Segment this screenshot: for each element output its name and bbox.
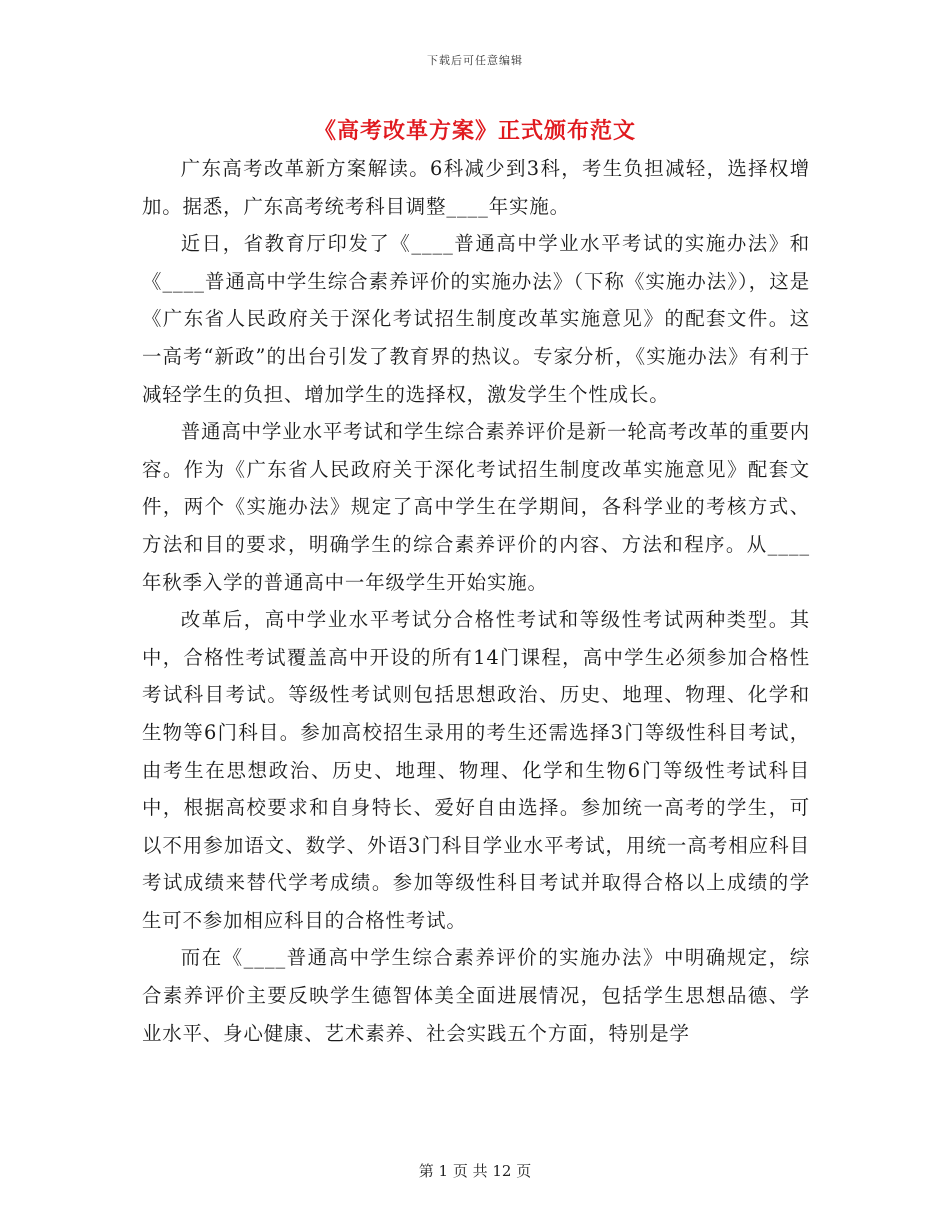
page-header-note: 下载后可任意编辑 [427, 54, 523, 67]
paragraph: 而在《____普通高中学生综合素养评价的实施办法》中明确规定，综合素养评价主要反映学生德智体美全面进展情况，包括学生思想品德、学业水平、身心健康、艺术素养、社会实践五个方面，特别是学 [142, 946, 810, 1045]
paragraph: 近日，省教育厅印发了《____普通高中学业水平考试的实施办法》和《____普通高中学生综合素养评价的实施办法》（下称《实施办法》），这是《广东省人民政府关于深化考试招生制度改革实施意见》的配套文件。这一高考“新政”的出台引发了教育界的热议。专家分析，《实施办法》有利于减轻学生的负担、增加学生的选择权，激发学生个性成长。 [142, 232, 810, 406]
paragraph: 改革后，高中学业水平考试分合格性考试和等级性考试两种类型。其中，合格性考试覆盖高中开设的所有14门课程，高中学生必须参加合格性考试科目考试。等级性考试则包括思想政治、历史、地理、物理、化学和生物等6门科目。参加高校招生录用的考生还需选择3门等级性科目考试，由考生在思想政治、历史、地理、物理、化学和生物6门等级性考试科目中，根据高校要求和自身特长、爱好自由选择。参加统一高考的学生，可以不用参加语文、数学、外语3门科目学业水平考试，用统一高考相应科目考试成绩来替代学考成绩。参加等级性科目考试并取得合格以上成绩的学生可不参加相应科目的合格性考试。 [142, 608, 810, 932]
paragraph: 广东高考改革新方案解读。6科减少到3科，考生负担减轻，选择权增加。据悉，广东高考统考科目调整____年实施。 [142, 157, 810, 218]
document-body [142, 150, 810, 1052]
page-number: 第 1 页 共 12 页 [418, 1162, 532, 1180]
paragraph: 普通高中学业水平考试和学生综合素养评价是新一轮高考改革的重要内容。作为《广东省人民政府关于深化考试招生制度改革实施意见》配套文件，两个《实施办法》规定了高中学生在学期间，各科学业的考核方式、方法和目的要求，明确学生的综合素养评价的内容、方法和程序。从____年秋季入学的普通高中一年级学生开始实施。 [142, 420, 810, 594]
document-title: 《高考改革方案》正式颁布范文 [313, 118, 636, 144]
